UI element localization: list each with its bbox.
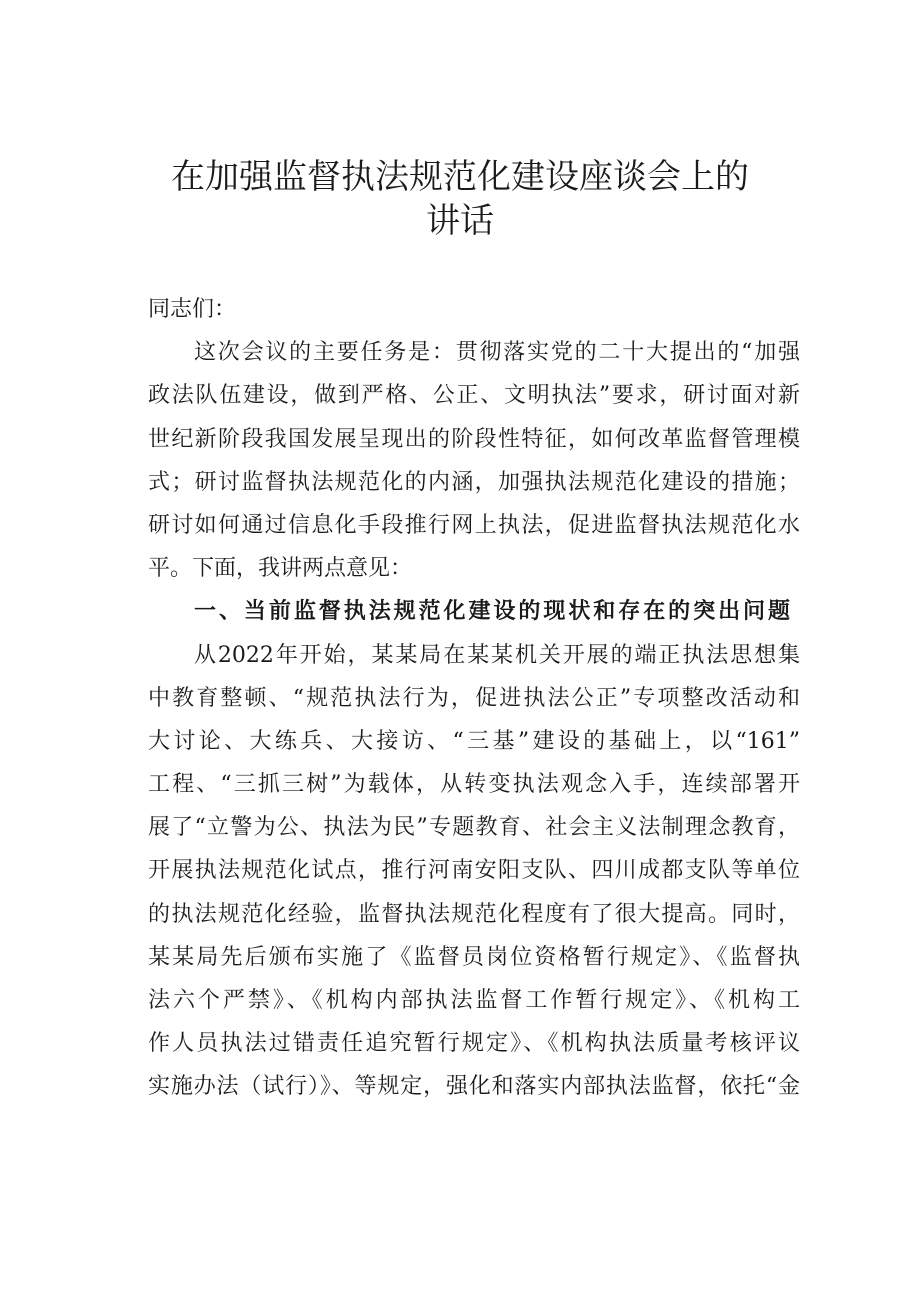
document-body [148,288,800,1109]
paragraph-line: 展了“立警为公、执法为民”专题教育、社会主义法制理念教育， [148,815,800,841]
paragraph-line: 工程、“三抓三树”为载体，从转变执法观念入手，连续部署开 [148,772,800,798]
paragraph-line: 式；研讨监督执法规范化的内涵，加强执法规范化建设的措施； [148,469,800,495]
paragraph-line: 实施办法（试行）》、等规定，强化和落实内部执法监督，依托“金 [148,1074,800,1100]
paragraph-line: 某某局先后颁布实施了《监督员岗位资格暂行规定》、《监督执 [148,944,800,970]
salutation: 同志们： [148,297,237,322]
paragraph-line: 作人员执法过错责任追究暂行规定》、《机构执法质量考核评议 [148,1031,800,1057]
intro-paragraph [148,331,800,590]
paragraph-line: 政法队伍建设，做到严格、公正、文明执法”要求，研讨面对新 [148,383,800,409]
paragraph-line: 的执法规范化经验，监督执法规范化程度有了很大提高。同时， [148,901,800,927]
paragraph-line: 大讨论、大练兵、大接访、“三基”建设的基础上，以“161” [148,728,800,754]
document-title-line-1: 在加强监督执法规范化建设座谈会上的 [171,157,749,197]
paragraph-line: 研讨如何通过信息化手段推行网上执法，促进监督执法规范化水 [148,512,800,538]
paragraph-line: 法六个严禁》、《机构内部执法监督工作暂行规定》、《机构工 [148,988,800,1013]
section-1-paragraph [148,634,800,1109]
paragraph-line: 中教育整顿、“规范执法行为，促进执法公正”专项整改活动和 [148,685,800,711]
section-heading: 一、当前监督执法规范化建设的现状和存在的突出问题 [194,599,790,625]
paragraph-line: 世纪新阶段我国发展呈现出的阶段性特征，如何改革监督管理模 [148,426,800,452]
document-title-line-2: 讲话 [426,201,494,241]
paragraph-line: 从2022年开始，某某局在某某机关开展的端正执法思想集 [194,642,800,668]
paragraph-line: 平。下面，我讲两点意见： [148,556,413,582]
paragraph-line: 开展执法规范化试点，推行河南安阳支队、四川成都支队等单位 [148,858,800,884]
paragraph-line: 这次会议的主要任务是：贯彻落实党的二十大提出的“加强 [194,340,800,366]
document-title [0,155,920,243]
